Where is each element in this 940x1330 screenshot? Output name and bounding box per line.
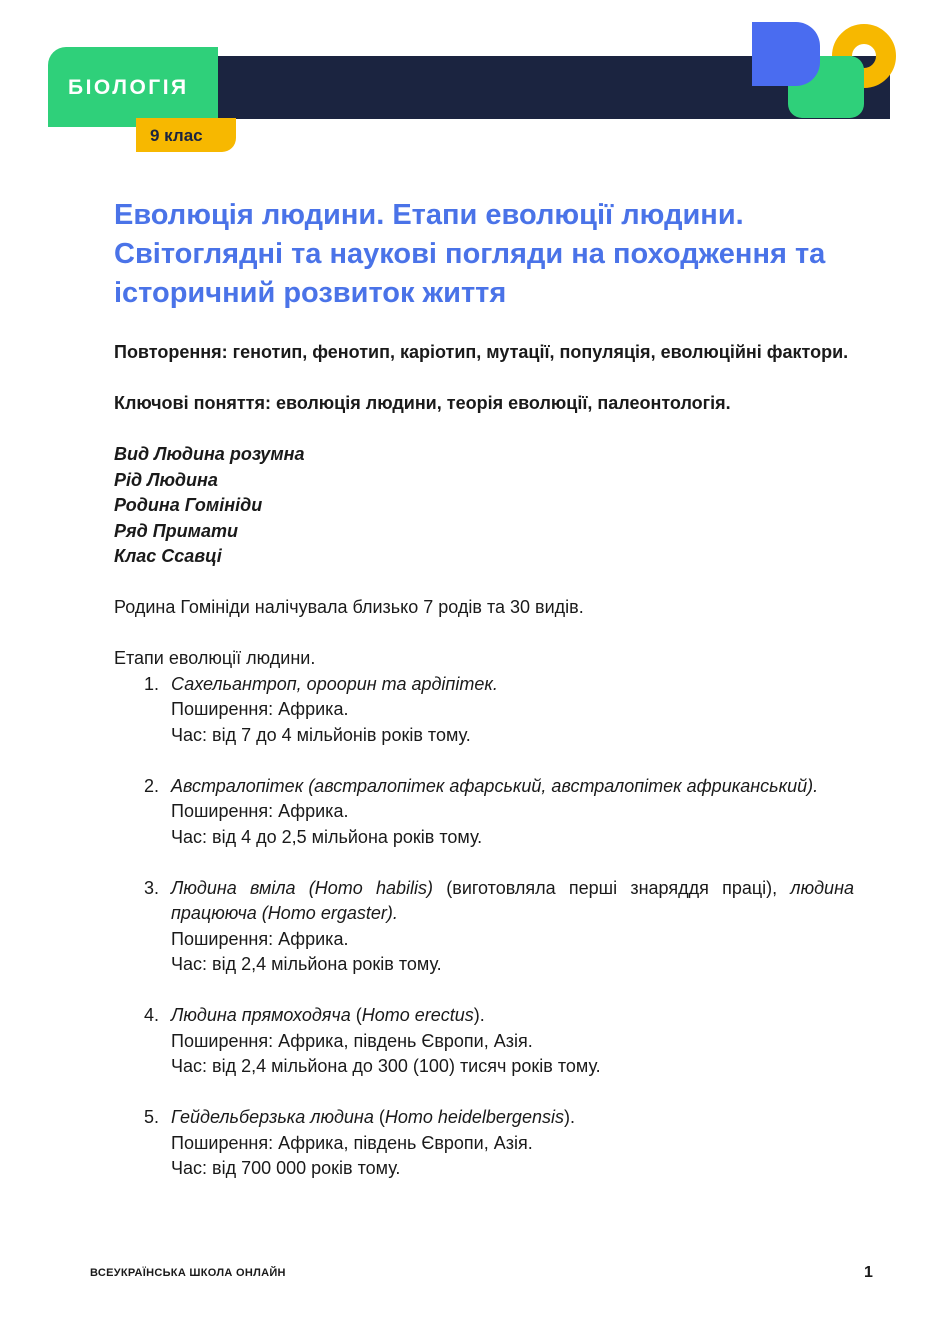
taxon-genus: Рід Людина bbox=[114, 469, 218, 490]
stage-range: Поширення: Африка. bbox=[171, 699, 349, 719]
family-note: Родина Гомініди налічувала близько 7 родів та 30 видів. bbox=[114, 597, 584, 617]
taxon-order: Ряд Примати bbox=[114, 520, 238, 541]
stage-item bbox=[114, 774, 854, 851]
stage-item bbox=[114, 1003, 854, 1080]
stage-name: Гейдельберзька людина (Homo heidelbergensis). bbox=[171, 1107, 575, 1127]
stage-range: Поширення: Африка. bbox=[171, 928, 349, 949]
page-title: Еволюція людини. Етапи еволюції людини. Світоглядні та наукові погляди на походження та історичний розвиток життя bbox=[114, 199, 826, 309]
stage-item bbox=[114, 1105, 854, 1182]
stage-time: Час: від 2,4 мільйона років тому. bbox=[171, 954, 442, 974]
stage-number: 4. bbox=[144, 1005, 160, 1025]
stage-item bbox=[114, 876, 854, 978]
stage-name: Людина вміла (Homo habilis) (виготовляла перші знаряддя праці), людина працююча (Homo ergaster). bbox=[171, 877, 854, 923]
stage-time: Час: від 2,4 мільйона до 300 (100) тисяч років тому. bbox=[171, 1056, 601, 1076]
stage-time: Час: від 7 до 4 мільйонів років тому. bbox=[171, 724, 471, 745]
stage-range: Поширення: Африка, південь Європи, Азія. bbox=[171, 1030, 533, 1051]
page-number: 1 bbox=[864, 1264, 873, 1281]
stage-name: Сахельантроп, ороорин та ардіпітек. bbox=[171, 673, 498, 694]
review-line: Повторення: генотип, фенотип, каріотип, мутації, популяція, еволюційні фактори. bbox=[114, 342, 849, 362]
stage-range: Поширення: Африка. bbox=[171, 801, 349, 821]
stage-time: Час: від 700 000 років тому. bbox=[171, 1158, 401, 1178]
taxon-family: Родина Гомініди bbox=[114, 495, 263, 515]
footer-school-name: ВСЕУКРАЇНСЬКА ШКОЛА ОНЛАЙН bbox=[90, 1267, 286, 1279]
subject-label: БІОЛОГІЯ bbox=[68, 76, 189, 99]
taxonomy-list bbox=[114, 442, 854, 570]
school-logo bbox=[752, 22, 902, 122]
taxon-class: Клас Ссавці bbox=[114, 546, 222, 566]
stage-number: 1. bbox=[144, 673, 160, 694]
taxon-species: Вид Людина розумна bbox=[114, 444, 305, 464]
stage-number: 5. bbox=[144, 1107, 160, 1127]
stage-item bbox=[114, 672, 854, 749]
stage-number: 2. bbox=[144, 775, 160, 796]
key-concepts: Ключові поняття: еволюція людини, теорія еволюції, палеонтологія. bbox=[114, 393, 731, 413]
stage-range: Поширення: Африка, південь Європи, Азія. bbox=[171, 1132, 533, 1153]
grade-label: 9 клас bbox=[150, 126, 203, 145]
stage-name: Людина прямоходяча (Homo erectus). bbox=[171, 1005, 485, 1025]
stages-heading: Етапи еволюції людини. bbox=[114, 648, 316, 668]
stage-name: Австралопітек (австралопітек афарський, австралопітек африканський). bbox=[171, 775, 819, 796]
stage-time: Час: від 4 до 2,5 мільйона років тому. bbox=[171, 826, 483, 847]
stage-number: 3. bbox=[144, 877, 160, 898]
document-body bbox=[114, 340, 854, 1182]
logo-blue-shape bbox=[752, 22, 820, 86]
